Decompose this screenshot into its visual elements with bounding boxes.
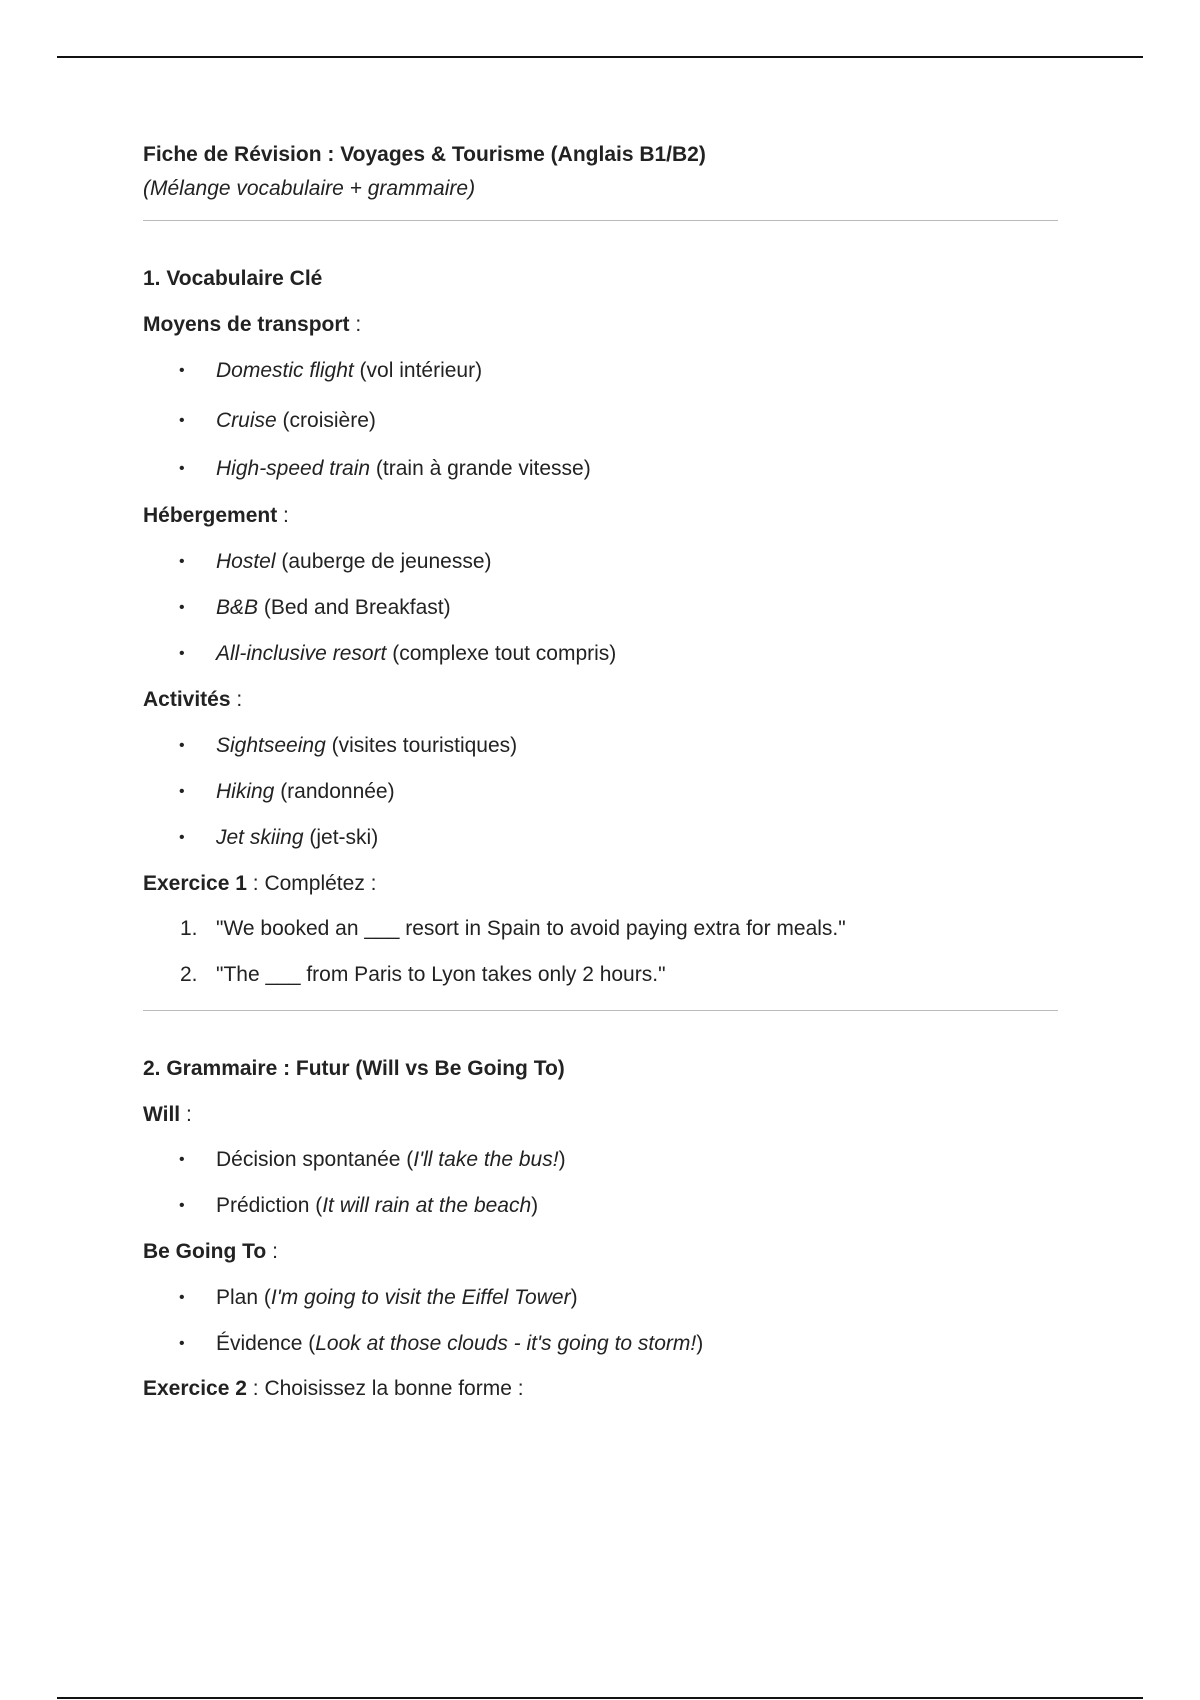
usage-close: ) xyxy=(558,1148,566,1171)
going-to-label-line xyxy=(143,1237,1058,1267)
document-title: Fiche de Révision : Voyages & Tourisme (Anglais B1/B2) xyxy=(143,143,706,166)
list-item xyxy=(143,823,1058,853)
vocab-gloss: (jet-ski) xyxy=(303,826,379,849)
vocab-term: Hiking xyxy=(216,780,275,803)
list-item xyxy=(143,454,1058,484)
going-to-list xyxy=(143,1283,1058,1359)
list-item xyxy=(143,547,1058,577)
list-item xyxy=(143,960,1058,990)
section-divider xyxy=(143,220,1058,221)
page-bottom-rule xyxy=(57,1697,1143,1699)
activities-label-line xyxy=(143,685,1058,715)
usage-example: It will rain at the beach xyxy=(322,1194,532,1217)
document-body xyxy=(143,140,1058,1404)
section-divider xyxy=(143,1010,1058,1011)
usage-example: I'll take the bus! xyxy=(413,1148,559,1171)
transport-label-line xyxy=(143,310,1058,340)
exercise-2-instruction: : Choisissez la bonne forme : xyxy=(246,1377,524,1400)
vocab-term: Jet skiing xyxy=(216,826,304,849)
exercise-1-instruction: : Complétez : xyxy=(246,872,377,895)
usage-close: ) xyxy=(531,1194,539,1217)
exercise-2-line xyxy=(143,1374,1058,1404)
vocab-gloss: (auberge de jeunesse) xyxy=(275,550,492,573)
list-item xyxy=(143,914,1058,944)
bullet-icon: • xyxy=(179,1151,185,1168)
bullet-icon: • xyxy=(179,1289,185,1306)
bullet-icon: • xyxy=(179,1197,185,1214)
exercise-1-list xyxy=(143,914,1058,990)
item-number: 2. xyxy=(180,963,198,986)
accommodation-label-line xyxy=(143,501,1058,531)
vocab-gloss: (randonnée) xyxy=(274,780,395,803)
activities-colon: : xyxy=(230,688,243,711)
exercise-2-label: Exercice 2 xyxy=(143,1377,247,1400)
accommodation-label: Hébergement xyxy=(143,504,278,527)
going-to-colon: : xyxy=(266,1240,278,1263)
vocab-term: Hostel xyxy=(216,550,276,573)
list-item xyxy=(143,593,1058,623)
vocab-term: Cruise xyxy=(216,409,277,432)
exercise-1-line xyxy=(143,869,1058,899)
item-number: 1. xyxy=(180,917,198,940)
exercise-1-label: Exercice 1 xyxy=(143,872,247,895)
list-item xyxy=(143,1191,1058,1221)
section-1-heading: 1. Vocabulaire Clé xyxy=(143,267,323,290)
bullet-icon: • xyxy=(179,599,185,616)
vocab-term: Domestic flight xyxy=(216,359,354,382)
list-item xyxy=(143,356,1058,386)
activities-list xyxy=(143,731,1058,853)
list-item xyxy=(143,639,1058,669)
bullet-icon: • xyxy=(179,362,185,379)
vocab-term: Sightseeing xyxy=(216,734,326,757)
bullet-icon: • xyxy=(179,737,185,754)
list-item xyxy=(143,406,1058,436)
vocab-gloss: (Bed and Breakfast) xyxy=(258,596,451,619)
bullet-icon: • xyxy=(179,829,185,846)
transport-list xyxy=(143,356,1058,484)
page-top-rule xyxy=(57,56,1143,58)
accommodation-list xyxy=(143,547,1058,669)
bullet-icon: • xyxy=(179,645,185,662)
usage-close: ) xyxy=(696,1332,704,1355)
vocab-gloss: (croisière) xyxy=(276,409,376,432)
usage-text: Évidence ( xyxy=(216,1332,316,1355)
usage-text: Prédiction ( xyxy=(216,1194,323,1217)
vocab-term: All-inclusive resort xyxy=(216,642,387,665)
document-subtitle: (Mélange vocabulaire + grammaire) xyxy=(143,177,476,200)
vocab-term: B&B xyxy=(216,596,259,619)
usage-example: I'm going to visit the Eiffel Tower xyxy=(270,1286,571,1309)
vocab-gloss: (vol intérieur) xyxy=(353,359,483,382)
transport-colon: : xyxy=(349,313,362,336)
usage-example: Look at those clouds - it's going to storm! xyxy=(315,1332,697,1355)
will-label-line xyxy=(143,1100,1058,1130)
usage-text: Décision spontanée ( xyxy=(216,1148,414,1171)
list-item xyxy=(143,1283,1058,1313)
exercise-sentence: "We booked an ___ resort in Spain to avoid paying extra for meals." xyxy=(216,917,846,940)
bullet-icon: • xyxy=(179,783,185,800)
accommodation-colon: : xyxy=(277,504,289,527)
will-label: Will xyxy=(143,1103,181,1126)
going-to-label: Be Going To xyxy=(143,1240,267,1263)
will-list xyxy=(143,1145,1058,1221)
usage-text: Plan ( xyxy=(216,1286,271,1309)
list-item xyxy=(143,777,1058,807)
exercise-sentence: "The ___ from Paris to Lyon takes only 2 hours." xyxy=(216,963,666,986)
vocab-gloss: (train à grande vitesse) xyxy=(370,457,591,480)
list-item xyxy=(143,731,1058,761)
bullet-icon: • xyxy=(179,553,185,570)
vocab-term: High-speed train xyxy=(216,457,371,480)
section-2-heading: 2. Grammaire : Futur (Will vs Be Going To) xyxy=(143,1057,565,1080)
vocab-gloss: (visites touristiques) xyxy=(325,734,518,757)
bullet-icon: • xyxy=(179,460,185,477)
will-colon: : xyxy=(180,1103,192,1126)
transport-label: Moyens de transport xyxy=(143,313,350,336)
bullet-icon: • xyxy=(179,412,185,429)
usage-close: ) xyxy=(570,1286,578,1309)
activities-label: Activités xyxy=(143,688,231,711)
list-item xyxy=(143,1329,1058,1359)
vocab-gloss: (complexe tout compris) xyxy=(386,642,617,665)
bullet-icon: • xyxy=(179,1335,185,1352)
list-item xyxy=(143,1145,1058,1175)
